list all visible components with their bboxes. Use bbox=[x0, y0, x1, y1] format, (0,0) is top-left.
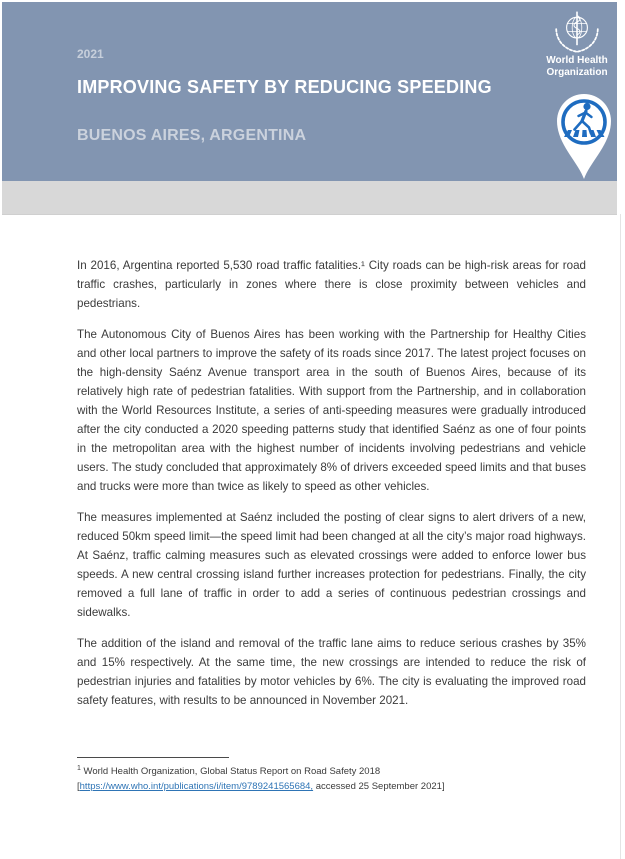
who-name-line2: Organization bbox=[546, 67, 608, 78]
page-edge-line bbox=[620, 214, 621, 859]
body-paragraph-3: The measures implemented at Saénz included the posting of clear signs to alert drivers of a new, reduced 50km speed limit—the speed limit had been changed at all the city’s major road highways. At Saénz, traffic calming measures such as elevated crossings were added to enforce lower bus speeds. A new central crossing island further increases protection for pedestrians. Finally, the city removed a full lane of traffic in order to add a series of continuous pedestrian crossings and sidewalks. bbox=[77, 511, 586, 619]
who-emblem-icon bbox=[540, 10, 614, 54]
document-body bbox=[77, 256, 586, 722]
footnote-url-line bbox=[77, 779, 586, 794]
footnote-citation bbox=[77, 764, 586, 779]
footnote-text: World Health Organization, Global Status Report on Road Safety 2018 bbox=[80, 766, 381, 777]
footnote-accessed-text: accessed 25 September 2021] bbox=[313, 781, 445, 792]
page-title: IMPROVING SAFETY BY REDUCING SPEEDING bbox=[77, 77, 492, 97]
page-subtitle: BUENOS AIRES, ARGENTINA bbox=[77, 127, 307, 144]
footnote-marker: 1 bbox=[77, 764, 81, 772]
footnote-separator-line bbox=[77, 757, 229, 758]
footnote-open-bracket: [ bbox=[77, 781, 80, 792]
separator-band bbox=[2, 181, 617, 215]
who-logo bbox=[540, 10, 614, 78]
footnote-link[interactable]: https://www.who.int/publications/i/item/9789241565684, bbox=[79, 781, 314, 792]
footnote bbox=[77, 757, 586, 794]
body-paragraph-1: In 2016, Argentina reported 5,530 road traffic fatalities.¹ City roads can be high-risk areas for road traffic crashes, particularly in zones where there is close proximity between vehicles and pedestrians. bbox=[77, 259, 586, 310]
who-name-line1: World Health bbox=[546, 55, 608, 66]
body-paragraph-4: The addition of the island and removal of the traffic lane aims to reduce serious crashes by 35% and 15% respectively. At the same time, the new crossings are intended to reduce the risk of pedestrian injuries and fatalities by motor vehicles by 6%. The city is evaluating the improved road safety features, with results to be announced in November 2021. bbox=[77, 637, 586, 707]
pedestrian-crossing-pin-icon bbox=[551, 88, 617, 185]
header-banner bbox=[2, 2, 617, 181]
publication-year: 2021 bbox=[77, 47, 104, 61]
body-paragraph-2: The Autonomous City of Buenos Aires has been working with the Partnership for Healthy Cities and other local partners to improve the safety of its roads since 2017. The latest project focuses on the high-density Saénz Avenue transport area in the south of Buenos Aires, because of its relatively high rate of pedestrian fatalities. With support from the Partnership, and in collaboration with the World Resources Institute, a series of anti-speeding measures were gradually introduced after the city conducted a 2020 speeding patterns study that identified Saénz as one of four points in the metropolitan area with the highest number of incidents involving pedestrians and vehicle users. The study concluded that approximately 8% of drivers exceeded speed limits and that buses and trucks were more than twice as likely to speed as other vehicles. bbox=[77, 328, 586, 493]
